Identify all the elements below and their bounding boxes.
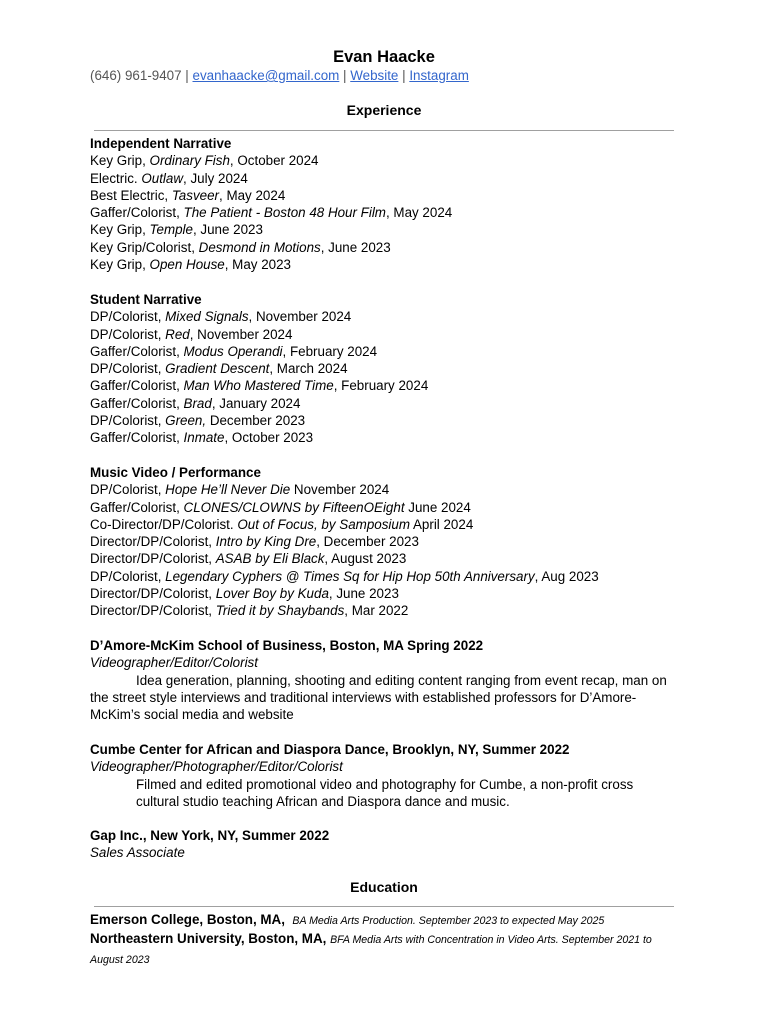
credit-role: Director/DP/Colorist, [90,551,216,567]
job-description: Filmed and edited promotional video and photography for Cumbe, a non-profit cross cultural studio teaching African and Diaspora dance and music. [136,776,634,809]
credit-date: , May 2023 [224,257,291,273]
credit-title: The Patient - Boston 48 Hour Film [183,205,386,221]
credit-title: Open House [149,257,225,273]
credit-role: Electric. [90,170,142,186]
independent-narrative-section [90,135,682,273]
degree-detail: BFA Media Arts with Concentration in Video Arts. September 2021 to August 2023 [90,934,652,966]
institution: Northeastern University, Boston, MA, [90,931,327,947]
contact-line [90,67,469,84]
credit-date: April 2024 [410,516,474,532]
credit-date: , November 2024 [189,326,293,342]
credit-role: Key Grip/Colorist, [90,239,199,255]
credit-entry [90,256,682,273]
credit-date: , February 2024 [282,343,378,359]
credit-entry [90,204,682,221]
job-entry [90,827,682,862]
credit-title: Hope He’ll Never Die [165,482,291,498]
credit-title: Tasveer [171,187,220,203]
credit-title: Ordinary Fish [149,153,230,169]
credit-entry [90,585,682,602]
credit-entry [90,395,682,412]
student-narrative-section [90,291,682,447]
credit-entry [90,550,682,567]
credit-role: Best Electric, [90,187,172,203]
credit-date: , May 2024 [219,187,286,203]
credit-date: , December 2023 [316,534,419,550]
credit-entry [90,170,682,187]
instagram-link[interactable]: Instagram [409,68,469,83]
credit-entry [90,481,682,498]
credit-title: Red [165,326,190,342]
credit-title: ASAB by Eli Black [215,551,325,567]
credit-entry [90,308,682,325]
credit-date: , June 2023 [320,239,391,255]
credit-date: , May 2024 [385,205,453,221]
education-divider [94,906,674,907]
credit-title: Outlaw [141,170,184,186]
credit-role: DP/Colorist, [90,309,166,325]
section-title: Independent Narrative [90,136,232,151]
credit-entry [90,412,682,429]
education-heading: Education [350,879,418,895]
credit-entry [90,429,682,446]
website-link[interactable]: Website [350,68,399,83]
job-organization: D’Amore-McKim School of Business, Boston, MA Spring 2022 [90,638,484,653]
credit-role: Director/DP/Colorist, [90,534,216,550]
credit-title: Lover Boy by Kuda [215,586,329,602]
credit-title: Gradient Descent [165,361,270,377]
credit-role: Gaffer/Colorist, [90,205,184,221]
job-role: Videographer/Editor/Colorist [90,655,258,671]
experience-heading: Experience [346,102,422,118]
separator: | [339,68,351,83]
credit-date: , November 2024 [248,309,352,325]
credit-entry [90,533,682,550]
credit-title: Inmate [183,430,225,446]
credit-title: Modus Operandi [183,343,283,359]
credit-role: DP/Colorist, [90,568,166,584]
resume-name: Evan Haacke [333,48,435,66]
credit-date: December 2023 [206,413,306,429]
credit-entry [90,360,682,377]
credit-role: Gaffer/Colorist, [90,499,184,515]
credit-role: Gaffer/Colorist, [90,343,184,359]
credit-date: , August 2023 [324,551,407,567]
credit-entry [90,152,682,169]
credit-entry [90,343,682,360]
credit-date: , June 2023 [192,222,263,238]
section-title: Music Video / Performance [90,465,261,480]
credit-date: , February 2024 [333,378,429,394]
job-organization: Gap Inc., New York, NY, Summer 2022 [90,828,330,843]
credit-entry [90,239,682,256]
email-link[interactable]: evanhaacke@gmail.com [192,68,340,83]
credit-date: June 2024 [404,499,471,515]
credit-role: DP/Colorist, [90,326,166,342]
education-entry [90,911,682,930]
credit-role: DP/Colorist, [90,413,166,429]
credit-entry [90,516,682,533]
credit-date: , March 2024 [269,361,348,377]
degree-detail: BA Media Arts Production. September 2023 to expected May 2025 [292,915,605,927]
credit-date: November 2024 [290,482,390,498]
credit-entry [90,568,682,585]
separator: | [181,68,193,83]
institution: Emerson College, Boston, MA, [90,912,285,927]
experience-divider [94,130,674,131]
credit-title: Tried it by Shaybands [215,603,345,619]
credit-entry [90,602,682,619]
credit-title: Desmond in Motions [198,239,321,255]
credit-entry [90,499,682,516]
credit-title: Temple [149,222,193,238]
credit-date: , January 2024 [211,395,301,411]
job-role: Videographer/Photographer/Editor/Colorist [90,759,343,775]
job-organization: Cumbe Center for African and Diaspora Dance, Brooklyn, NY, Summer 2022 [90,742,570,757]
credit-role: Key Grip, [90,222,150,238]
credit-title: Man Who Mastered Time [183,378,334,394]
music-video-section [90,464,682,620]
separator: | [398,68,410,83]
credit-date: , October 2024 [229,153,319,169]
credit-date: , July 2024 [183,170,248,186]
credit-entry [90,377,682,394]
credit-title: Legendary Cyphers @ Times Sq for Hip Hop 50th Anniversary [165,568,535,584]
credit-role: Gaffer/Colorist, [90,430,184,446]
credit-date: , Mar 2022 [344,603,409,619]
credit-title: Mixed Signals [165,309,249,325]
credit-role: Gaffer/Colorist, [90,395,184,411]
credit-entry [90,326,682,343]
credit-title: CLONES/CLOWNS by FifteenOEight [183,499,405,515]
credit-date: , October 2023 [224,430,314,446]
education-section [90,911,682,969]
job-description: Idea generation, planning, shooting and editing content ranging from event recap, man on the street style interviews and traditional interviews with established professors for D’Amore-McKim’s social media and website [90,672,667,723]
credit-role: Director/DP/Colorist, [90,603,216,619]
credit-role: DP/Colorist, [90,361,166,377]
credit-role: Key Grip, [90,153,150,169]
job-role: Sales Associate [90,845,185,861]
credit-date: , June 2023 [328,586,399,602]
credit-role: Gaffer/Colorist, [90,378,184,394]
education-entry [90,930,682,969]
credit-entry [90,187,682,204]
job-entry [90,741,682,810]
credit-role: DP/Colorist, [90,482,166,498]
section-title: Student Narrative [90,292,202,307]
credit-role: Director/DP/Colorist, [90,586,216,602]
phone-number: (646) 961-9407 [90,68,182,83]
credit-title: Brad [183,395,212,411]
credit-title: Out of Focus, by Samposium [237,516,410,532]
credit-role: Key Grip, [90,257,150,273]
credit-role: Co-Director/DP/Colorist. [90,516,238,532]
credit-title: Intro by King Dre [215,534,317,550]
credit-entry [90,221,682,238]
credit-title: Green, [165,413,207,429]
job-entry [90,637,682,723]
credit-date: , Aug 2023 [534,568,599,584]
